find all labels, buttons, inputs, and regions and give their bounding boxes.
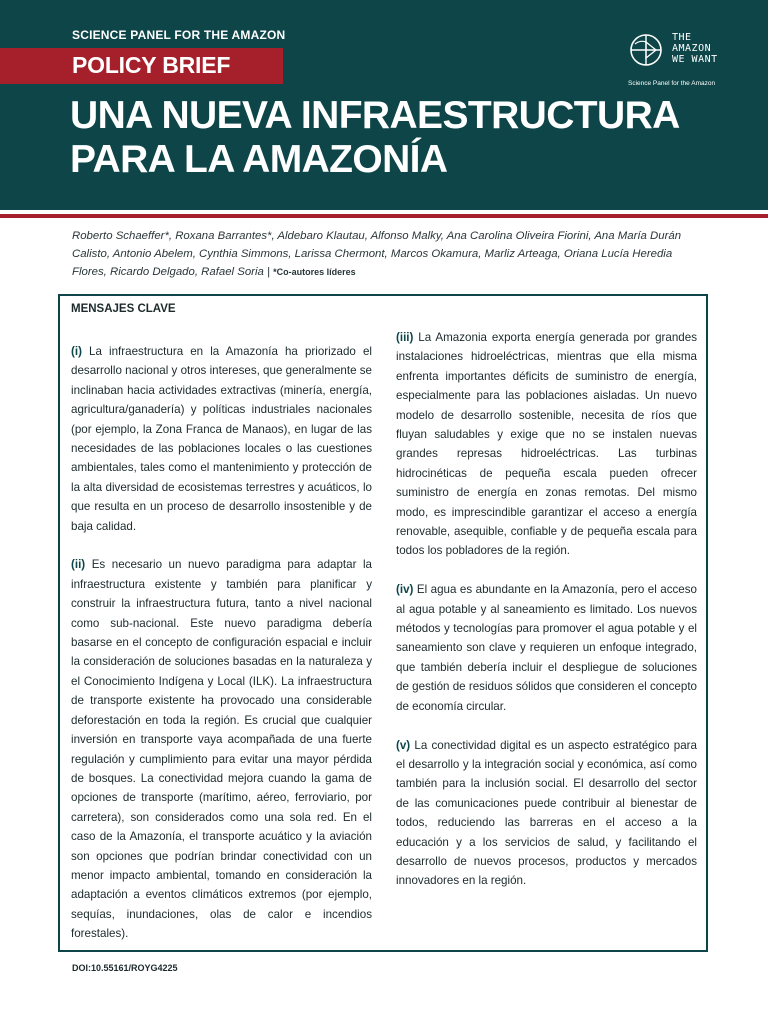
key-message-iv [396, 580, 697, 716]
authors-list [72, 227, 702, 282]
accent-divider [0, 214, 768, 218]
amazon-we-want-logo [628, 30, 738, 92]
header-banner [0, 0, 768, 210]
key-message-text: La infraestructura en la Amazonía ha priorizado el desarrollo nacional y otros intereses, que generalmente se inclinaban hacia actividades extractivas (minería, energía, agricultura/ganadería) y políticas industriales nacionales (por ejemplo, la Zona Franca de Manaos), en lugar de las necesidades de las poblaciones locales o las cuestiones ambientales, tales como el mantenimiento y protección de la alta diversidad de ecosistemas terrestres y acuáticos, lo que resulta en un proceso de desarrollo insostenible y de baja calidad. [71, 345, 372, 533]
key-message-v [396, 736, 697, 891]
key-message-iii [396, 328, 697, 561]
amazon-we-want-logo-icon [628, 30, 664, 70]
doi-reference[interactable]: DOI:10.55161/ROYG4225 [72, 963, 178, 973]
key-message-ii [71, 555, 372, 943]
lead-authors-note: *Co-autores líderes [273, 267, 356, 278]
author-names: Roberto Schaeffer*, Roxana Barrantes*, Aldebaro Klautau, Alfonso Malky, Ana Carolina Oliveira Fiorini, Ana María Durán Calisto, Antonio Abelem, Cynthia Simmons, Larissa Chermont, Marcos Okamura, Marliz Arteaga, Oriana Lucía Heredia Flores, Ricardo Delgado, Rafael Soria [72, 230, 682, 279]
key-messages-title: MENSAJES CLAVE [71, 303, 176, 315]
key-messages-right-column [396, 328, 697, 910]
key-message-i [71, 342, 372, 536]
authors-separator: | [263, 266, 274, 279]
logo-subtitle: Science Panel for the Amazon [628, 80, 716, 87]
key-message-number: (iii) [396, 331, 414, 344]
key-message-number: (iv) [396, 583, 414, 597]
panel-name: SCIENCE PANEL FOR THE AMAZON [72, 28, 286, 42]
key-message-number: (v) [396, 738, 411, 752]
key-message-number: (ii) [71, 558, 86, 572]
policy-brief-label: POLICY BRIEF [72, 52, 231, 78]
key-message-text: La conectividad digital es un aspecto estratégico para el desarrollo y la integración social y económica, así como también para la inclusión social. El desarrollo del sector de las comunicaciones puede contribuir al bienestar de todos, reduciendo las barreras en el acceso a la educación y a los servicios de salud, y facilitando el desarrollo de nuevos procesos, productos y mercados innovadores en la región. [396, 738, 697, 888]
key-message-text: El agua es abundante en la Amazonía, pero el acceso al agua potable y al saneamiento es limitado. Los nuevos métodos y tecnologías para promover el agua potable y el saneamiento son clave y requieren un enfoque integrado, que también debería incluir el despliegue de soluciones de gestión de residuos sólidos que consideren el concepto de economía circular. [396, 583, 697, 713]
key-messages-left-column [71, 342, 372, 963]
page-title: UNA NUEVA INFRAESTRUCTURA PARA LA AMAZONÍA [70, 94, 679, 181]
logo-wordmark: THE AMAZON WE WANT [672, 32, 718, 65]
key-message-number: (i) [71, 345, 82, 358]
key-message-text: La Amazonia exporta energía generada por grandes instalaciones hidroeléctricas, mientras que ella misma enfrenta importantes déficits de suministro de energía, especialmente para las poblaciones aisladas. Un nuevo modelo de desarrollo sostenible, necesita de ríos que fluyan saludables y exige que no se instalen nuevas grandes represas hidroeléctricas. Las turbinas hidrocinéticas de pequeña escala pueden ofrecer suministro de energía en zonas remotas. Del mismo modo, es imprescindible garantizar el acceso a energía renovable, asequible, confiable y de pequeña escala para todos los pobladores de la región. [396, 331, 697, 558]
key-message-text: Es necesario un nuevo paradigma para adaptar la infraestructura existente y también para planificar y construir la infraestructura futura, tanto a nivel nacional como sub-nacional. Este nuevo paradigma debería basarse en el concepto de configuración espacial e incluir la consideración de soluciones basadas en la naturaleza y el Conocimiento Indígena y Local (ILK). La infraestructura de transporte existente ha provocado una considerable deforestación en toda la región. Es crucial que cualquier inversión en transporte vaya acompañada de una fuerte regulación y cumplimiento para evitar una mayor pérdida de bosques. La conectividad mejora cuando la gama de opciones de transporte (marítimo, aéreo, ferroviario, por carretera), son considerados como una sola red. En el caso de la Amazonía, el transporte acuático y la aviación son opciones que podrían brindar conectividad con un menor impacto ambiental, tomando en consideración la adaptación a eventos climáticos extremos (por ejemplo, sequías, inundaciones, olas de calor e incendios forestales). [71, 558, 372, 941]
